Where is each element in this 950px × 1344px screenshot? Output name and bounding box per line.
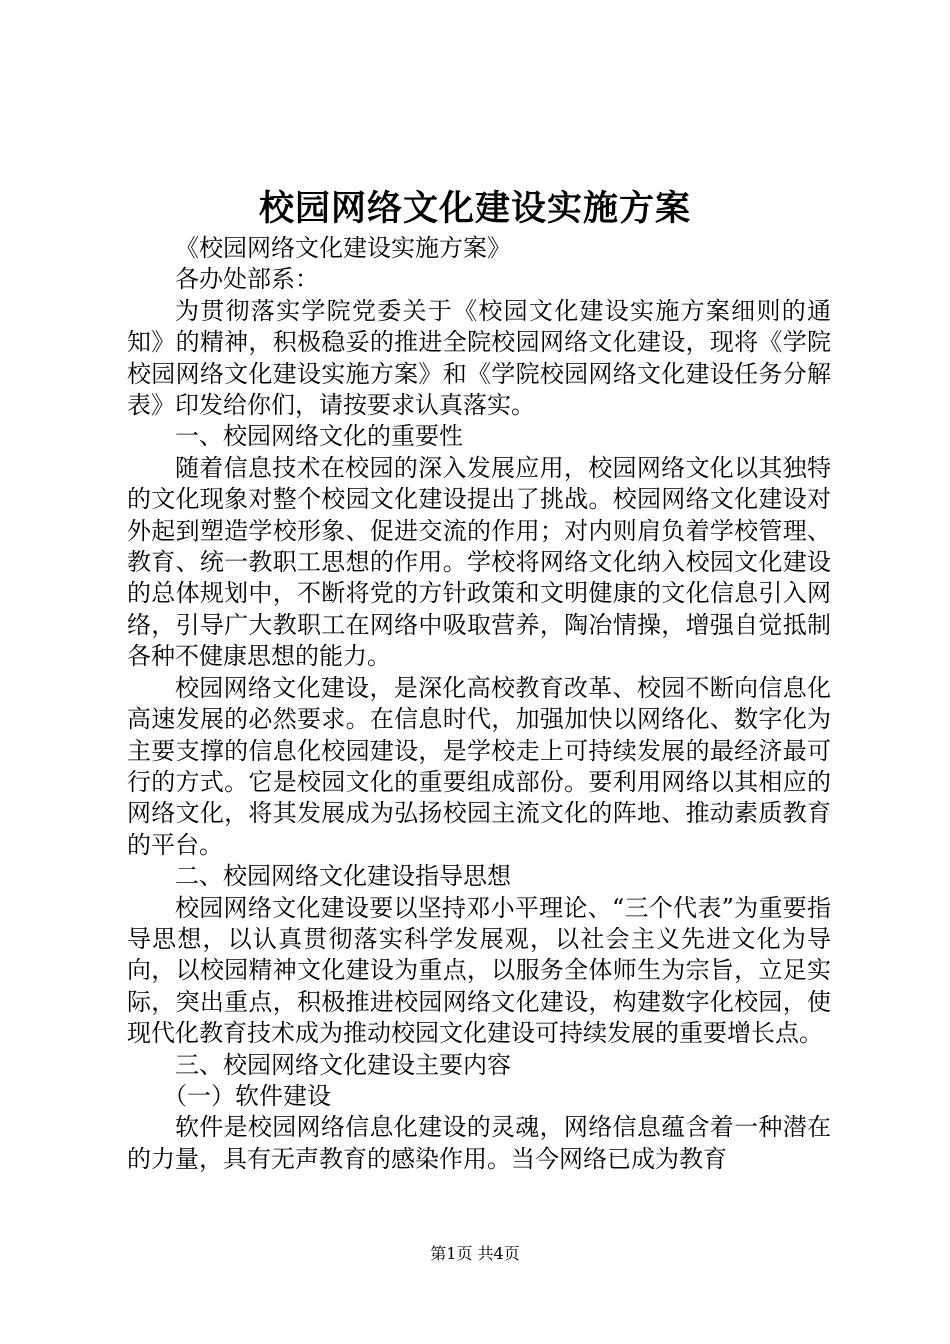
page-footer: 第1页 共4页 <box>430 1244 520 1263</box>
section-heading-3: 三、校园网络文化建设主要内容 <box>175 1050 511 1079</box>
paragraph-importance-1: 随着信息技术在校园的深入发展应用，校园网络文化以其独特的文化现象对整个校园文化建设提出了挑战。校园网络文化建设对外起到塑造学校形象、促进交流的作用；对内则肩负着学校管理、教育、统一教职工思想的作用。学校将网络文化纳入校园文化建设的总体规划中，不断将党的方针政策和文明健康的文化信息引入网络，引导广大教职工在网络中吸取营养，陶冶情操，增强自觉抵制各种不健康思想的能力。 <box>127 453 831 671</box>
paragraph-guiding-thought: 校园网络文化建设要以坚持邓小平理论、“三个代表”为重要指导思想，以认真贯彻落实科学发展观，以社会主义先进文化为导向，以校园精神文化建设为重点，以服务全体师生为宗旨，立足实际，突出重点，积极推进校园网络文化建设，构建数字化校园，使现代化教育技术成为推动校园文化建设可持续发展的重要增长点。 <box>127 893 831 1048</box>
paragraph-importance-2: 校园网络文化建设，是深化高校教育改革、校园不断向信息化高速发展的必然要求。在信息时代，加强加快以网络化、数字化为主要支撑的信息化校园建设，是学校走上可持续发展的最经济最可行的方式。它是校园文化的重要组成部份。要利用网络以其相应的网络文化，将其发展成为弘扬校园主流文化的阵地、推动素质教育的平台。 <box>127 673 831 859</box>
section-heading-1: 一、校园网络文化的重要性 <box>175 422 463 451</box>
sub-heading-software: （一）软件建设 <box>163 1081 331 1110</box>
paragraph-intro: 为贯彻落实学院党委关于《校园文化建设实施方案细则的通知》的精神，积极稳妥的推进全院校园网络文化建设，现将《学院校园网络文化建设实施方案》和《学院校园网络文化建设任务分解表》印发给你们，请按要求认真落实。 <box>127 296 831 420</box>
section-heading-2: 二、校园网络文化建设指导思想 <box>175 862 511 891</box>
paragraph-doc-name: 《校园网络文化建设实施方案》 <box>175 234 511 262</box>
paragraph-software: 软件是校园网络信息化建设的灵魂，网络信息蕴含着一种潜在的力量，具有无声教育的感染作用。当今网络已成为教育 <box>127 1113 831 1173</box>
document-title: 校园网络文化建设实施方案 <box>258 188 691 229</box>
paragraph-salutation: 各办处部系： <box>175 265 319 294</box>
document-body <box>127 233 831 1175</box>
